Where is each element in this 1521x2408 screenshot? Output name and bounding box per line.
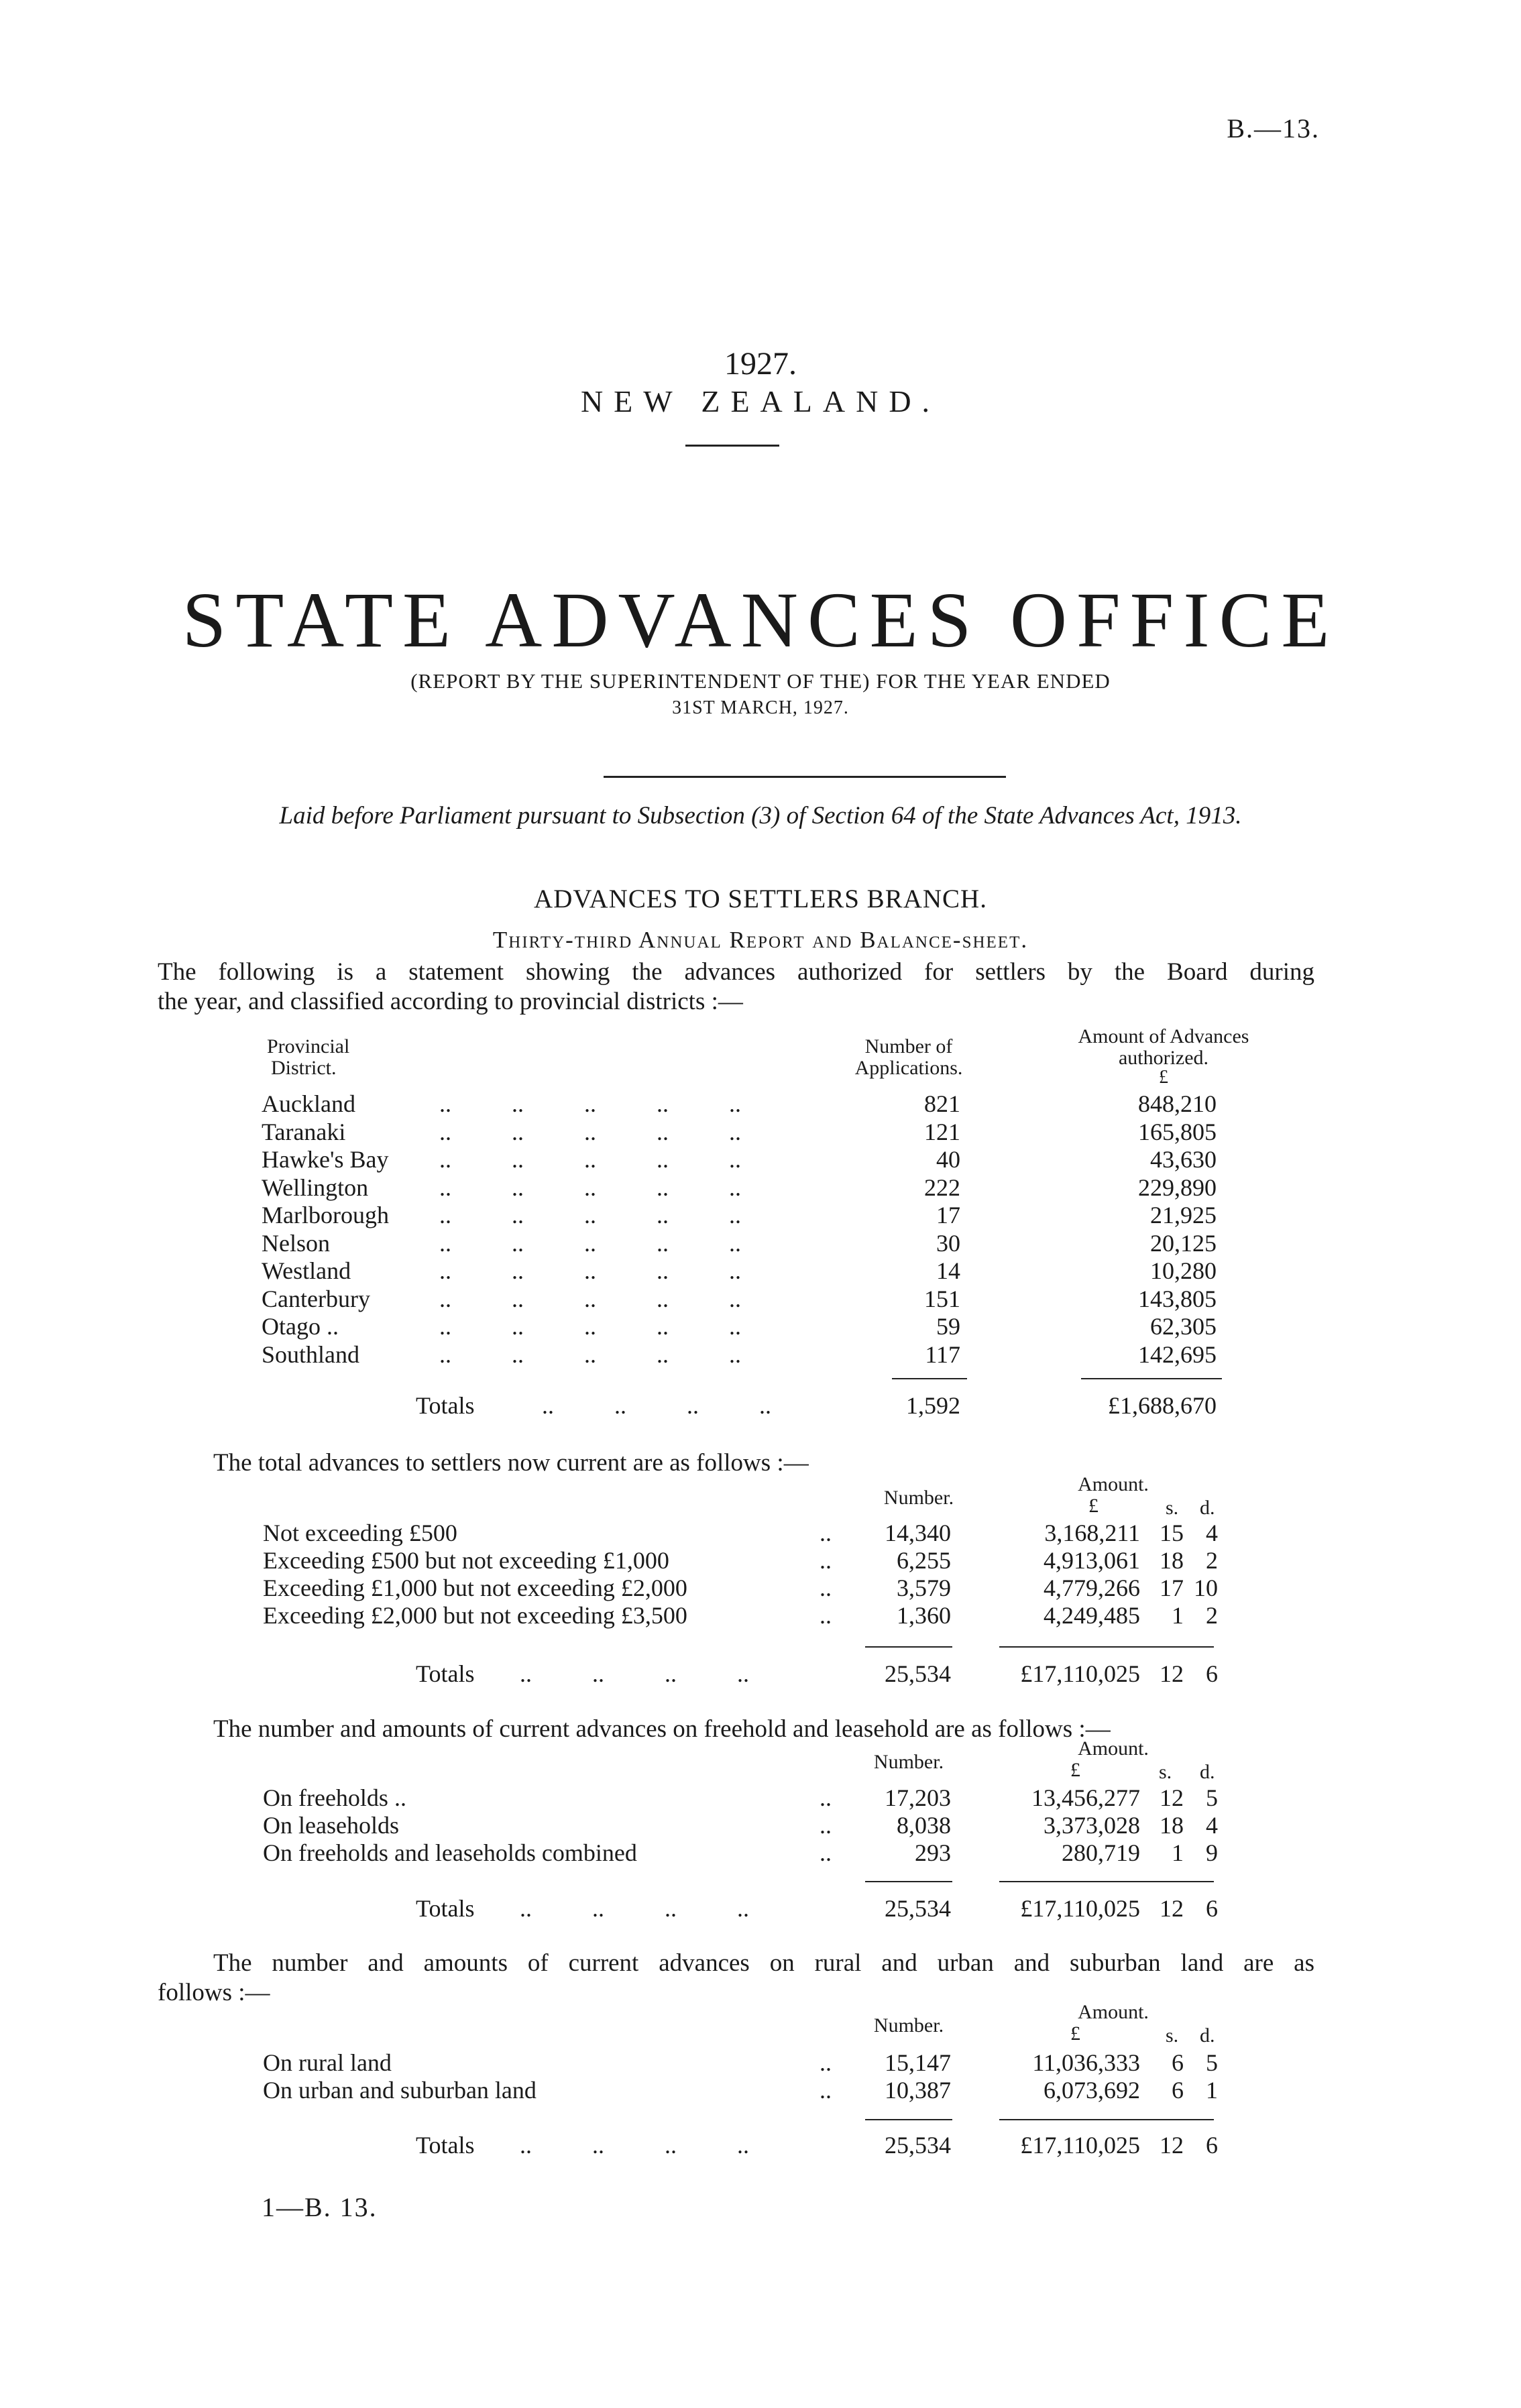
pounds-value: 4,779,266 bbox=[1044, 1574, 1140, 1601]
number-value: 6,255 bbox=[897, 1547, 951, 1574]
pounds-value: 6,073,692 bbox=[1044, 2077, 1140, 2104]
t3-unit-shillings: s. bbox=[1159, 1761, 1172, 1783]
number-value: 1,360 bbox=[897, 1602, 951, 1629]
leader-dots: .. bbox=[820, 1574, 832, 1601]
laid-before-note: Laid before Parliament pursuant to Subsection (3) of Section 64 of the State Advances Act, 1913. bbox=[279, 802, 1242, 829]
applications-value: 151 bbox=[924, 1285, 960, 1312]
row-label: Exceeding £1,000 but not exceeding £2,000 bbox=[263, 1574, 687, 1601]
applications-value: 222 bbox=[924, 1174, 960, 1201]
applications-value: 30 bbox=[936, 1230, 960, 1257]
row-label: On freeholds .. bbox=[263, 1784, 406, 1811]
pence-value: 4 bbox=[1206, 1812, 1218, 1839]
applications-value: 59 bbox=[936, 1313, 960, 1340]
t3-totals-number: 25,534 bbox=[885, 1895, 951, 1922]
t4-totals-label: Totals bbox=[416, 2132, 475, 2159]
t3-unit-pence: d. bbox=[1200, 1761, 1215, 1783]
district-name: Otago .. bbox=[262, 1313, 339, 1340]
shillings-value: 15 bbox=[1160, 1520, 1184, 1546]
amount-value: 20,125 bbox=[1150, 1230, 1217, 1257]
t3-totals-pounds: £17,110,025 bbox=[1020, 1895, 1140, 1922]
number-value: 3,579 bbox=[897, 1574, 951, 1601]
shillings-value: 6 bbox=[1172, 2077, 1184, 2104]
section-title: ADVANCES TO SETTLERS BRANCH. bbox=[534, 884, 987, 913]
leader-dots: .. bbox=[820, 1839, 832, 1866]
t4-col-header-number: Number. bbox=[873, 2014, 944, 2037]
applications-value: 14 bbox=[936, 1257, 960, 1284]
amount-value: 229,890 bbox=[1138, 1174, 1217, 1201]
country-heading: NEW ZEALAND. bbox=[580, 384, 941, 418]
intro-rural-urban-line-1: The number and amounts of current advances on rural and urban and suburban land are as bbox=[213, 1949, 1314, 1977]
t2-totals-rule-amount bbox=[999, 1646, 1214, 1648]
amount-value: 165,805 bbox=[1138, 1119, 1217, 1145]
col-header-amount-line-1: Amount of Advances bbox=[1078, 1025, 1249, 1047]
t4-totals-pounds: £17,110,025 bbox=[1020, 2132, 1140, 2159]
leader-dots: .. .. .. .. .. bbox=[439, 1119, 741, 1145]
number-value: 14,340 bbox=[885, 1520, 951, 1546]
pounds-value: 4,249,485 bbox=[1044, 1602, 1140, 1629]
totals-label: Totals bbox=[416, 1392, 475, 1419]
divider-long bbox=[604, 776, 1006, 778]
leader-dots: .. .. .. .. .. bbox=[439, 1257, 741, 1284]
t3-totals-shillings: 12 bbox=[1160, 1895, 1184, 1922]
shillings-value: 1 bbox=[1172, 1602, 1184, 1629]
leader-dots: .. .. .. .. .. bbox=[439, 1202, 741, 1228]
t3-totals-pence: 6 bbox=[1206, 1895, 1218, 1922]
applications-value: 821 bbox=[924, 1090, 960, 1117]
col-header-amount-line-2: authorized. bbox=[1118, 1047, 1209, 1069]
pence-value: 5 bbox=[1206, 2049, 1218, 2076]
t2-totals-label: Totals bbox=[416, 1660, 475, 1687]
pounds-value: 280,719 bbox=[1062, 1839, 1140, 1866]
row-label: On leaseholds bbox=[263, 1812, 399, 1839]
applications-value: 40 bbox=[936, 1146, 960, 1173]
amount-value: 43,630 bbox=[1150, 1146, 1217, 1173]
t2-totals-pence: 6 bbox=[1206, 1660, 1218, 1687]
pounds-value: 11,036,333 bbox=[1032, 2049, 1140, 2076]
intro-paragraph-line-2: the year, and classified according to provincial districts :— bbox=[158, 988, 743, 1015]
t2-totals-leader-dots: .. .. .. .. bbox=[520, 1660, 749, 1687]
t2-totals-rule-number bbox=[865, 1646, 952, 1648]
applications-value: 17 bbox=[936, 1202, 960, 1228]
t4-totals-rule-amount bbox=[999, 2119, 1214, 2120]
col-header-amount-unit: £ bbox=[1159, 1067, 1168, 1088]
t3-col-header-number: Number. bbox=[873, 1751, 944, 1773]
col-header-applications bbox=[822, 1036, 996, 1079]
pence-value: 4 bbox=[1206, 1520, 1218, 1546]
amount-value: 21,925 bbox=[1150, 1202, 1217, 1228]
leader-dots: .. bbox=[820, 1812, 832, 1839]
t3-totals-rule-number bbox=[865, 1881, 952, 1882]
number-value: 10,387 bbox=[885, 2077, 951, 2104]
row-label: On rural land bbox=[263, 2049, 392, 2076]
amount-value: 143,805 bbox=[1138, 1285, 1217, 1312]
pounds-value: 3,373,028 bbox=[1044, 1812, 1140, 1839]
pence-value: 2 bbox=[1206, 1547, 1218, 1574]
intro-freehold-leasehold: The number and amounts of current advances on freehold and leasehold are as follows :— bbox=[213, 1715, 1111, 1743]
year-heading: 1927. bbox=[724, 346, 797, 382]
intro-paragraph-line-1: The following is a statement showing the advances authorized for settlers by the Board during bbox=[158, 958, 1314, 986]
number-value: 8,038 bbox=[897, 1812, 951, 1839]
pence-value: 1 bbox=[1206, 2077, 1218, 2104]
t4-unit-pound: £ bbox=[1070, 2022, 1080, 2045]
leader-dots: .. .. .. .. .. bbox=[439, 1146, 741, 1173]
row-label: Not exceeding £500 bbox=[263, 1520, 457, 1546]
divider-short bbox=[685, 445, 779, 447]
row-label: Exceeding £2,000 but not exceeding £3,500 bbox=[263, 1602, 687, 1629]
pence-value: 10 bbox=[1194, 1574, 1218, 1601]
district-name: Marlborough bbox=[262, 1202, 389, 1228]
leader-dots: .. .. .. .. .. bbox=[439, 1313, 741, 1340]
totals-applications: 1,592 bbox=[906, 1392, 960, 1419]
t4-col-header-amount: Amount. bbox=[1078, 2001, 1149, 2023]
shillings-value: 12 bbox=[1160, 1784, 1184, 1811]
amount-value: 848,210 bbox=[1138, 1090, 1217, 1117]
amount-value: 142,695 bbox=[1138, 1341, 1217, 1368]
t3-totals-rule-amount bbox=[999, 1881, 1214, 1882]
leader-dots: .. bbox=[820, 1547, 832, 1574]
number-value: 293 bbox=[915, 1839, 951, 1866]
shillings-value: 1 bbox=[1172, 1839, 1184, 1866]
t4-totals-rule-number bbox=[865, 2119, 952, 2120]
intro-rural-urban-line-2: follows :— bbox=[158, 1979, 270, 2006]
col-header-applications-line-2: Applications. bbox=[854, 1057, 963, 1079]
district-name: Taranaki bbox=[262, 1119, 346, 1145]
section-subtitle: Thirty-third Annual Report and Balance-sheet. bbox=[492, 927, 1029, 953]
pounds-value: 3,168,211 bbox=[1044, 1520, 1140, 1546]
t2-col-header-amount: Amount. bbox=[1078, 1473, 1149, 1495]
amount-value: 62,305 bbox=[1150, 1313, 1217, 1340]
t2-unit-shillings: s. bbox=[1166, 1497, 1179, 1519]
district-name: Hawke's Bay bbox=[262, 1146, 389, 1173]
leader-dots: .. bbox=[820, 1602, 832, 1629]
totals-rule-apps bbox=[892, 1378, 967, 1379]
district-name: Nelson bbox=[262, 1230, 330, 1257]
shillings-value: 6 bbox=[1172, 2049, 1184, 2076]
subtitle-line-2: 31ST MARCH, 1927. bbox=[672, 697, 849, 718]
col-header-amount bbox=[1043, 1026, 1284, 1086]
row-label: On urban and suburban land bbox=[263, 2077, 537, 2104]
t3-totals-label: Totals bbox=[416, 1895, 475, 1922]
totals-leader-dots: .. .. .. .. bbox=[542, 1392, 771, 1419]
col-header-district bbox=[267, 1036, 349, 1079]
applications-value: 117 bbox=[925, 1341, 960, 1368]
t2-totals-pounds: £17,110,025 bbox=[1020, 1660, 1140, 1687]
district-name: Auckland bbox=[262, 1090, 355, 1117]
t4-totals-leader-dots: .. .. .. .. bbox=[520, 2132, 749, 2159]
leader-dots: .. .. .. .. .. bbox=[439, 1090, 741, 1117]
leader-dots: .. bbox=[820, 1784, 832, 1811]
t2-col-header-number: Number. bbox=[883, 1487, 954, 1509]
pence-value: 2 bbox=[1206, 1602, 1218, 1629]
page-title: STATE ADVANCES OFFICE bbox=[182, 576, 1339, 664]
leader-dots: .. bbox=[820, 2049, 832, 2076]
shillings-value: 17 bbox=[1160, 1574, 1184, 1601]
row-label: On freeholds and leaseholds combined bbox=[263, 1839, 637, 1866]
pounds-value: 13,456,277 bbox=[1031, 1784, 1140, 1811]
col-header-district-line-1: Provincial bbox=[267, 1035, 350, 1057]
t2-totals-shillings: 12 bbox=[1160, 1660, 1184, 1687]
t4-totals-shillings: 12 bbox=[1160, 2132, 1184, 2159]
district-name: Westland bbox=[262, 1257, 351, 1284]
totals-rule-amount bbox=[1081, 1378, 1222, 1379]
shillings-value: 18 bbox=[1160, 1547, 1184, 1574]
district-name: Wellington bbox=[262, 1174, 369, 1201]
leader-dots: .. bbox=[820, 2077, 832, 2104]
page-reference: B.—13. bbox=[1227, 113, 1320, 144]
intro-total-advances: The total advances to settlers now current are as follows :— bbox=[213, 1449, 809, 1477]
t2-unit-pence: d. bbox=[1200, 1497, 1215, 1519]
leader-dots: .. .. .. .. .. bbox=[439, 1285, 741, 1312]
applications-value: 121 bbox=[924, 1119, 960, 1145]
leader-dots: .. bbox=[820, 1520, 832, 1546]
footer-reference: 1—B. 13. bbox=[262, 2192, 378, 2222]
pence-value: 9 bbox=[1206, 1839, 1218, 1866]
number-value: 17,203 bbox=[885, 1784, 951, 1811]
t4-unit-pence: d. bbox=[1200, 2024, 1215, 2047]
t3-col-header-amount: Amount. bbox=[1078, 1737, 1149, 1760]
amount-value: 10,280 bbox=[1150, 1257, 1217, 1284]
t4-totals-pence: 6 bbox=[1206, 2132, 1218, 2159]
totals-amount: £1,688,670 bbox=[1108, 1392, 1217, 1419]
row-label: Exceeding £500 but not exceeding £1,000 bbox=[263, 1547, 669, 1574]
district-name: Canterbury bbox=[262, 1285, 370, 1312]
t2-unit-pound: £ bbox=[1088, 1495, 1098, 1517]
col-header-district-line-2: District. bbox=[271, 1057, 337, 1079]
t4-unit-shillings: s. bbox=[1166, 2024, 1179, 2047]
leader-dots: .. .. .. .. .. bbox=[439, 1174, 741, 1201]
t4-totals-number: 25,534 bbox=[885, 2132, 951, 2159]
leader-dots: .. .. .. .. .. bbox=[439, 1230, 741, 1257]
t3-totals-leader-dots: .. .. .. .. bbox=[520, 1895, 749, 1922]
number-value: 15,147 bbox=[885, 2049, 951, 2076]
t3-unit-pound: £ bbox=[1070, 1759, 1080, 1781]
subtitle-line-1: (REPORT BY THE SUPERINTENDENT OF THE) FOR THE YEAR ENDED bbox=[410, 669, 1111, 693]
pounds-value: 4,913,061 bbox=[1044, 1547, 1140, 1574]
shillings-value: 18 bbox=[1160, 1812, 1184, 1839]
pence-value: 5 bbox=[1206, 1784, 1218, 1811]
district-name: Southland bbox=[262, 1341, 360, 1368]
t2-totals-number: 25,534 bbox=[885, 1660, 951, 1687]
col-header-applications-line-1: Number of bbox=[864, 1035, 953, 1057]
leader-dots: .. .. .. .. .. bbox=[439, 1341, 741, 1368]
